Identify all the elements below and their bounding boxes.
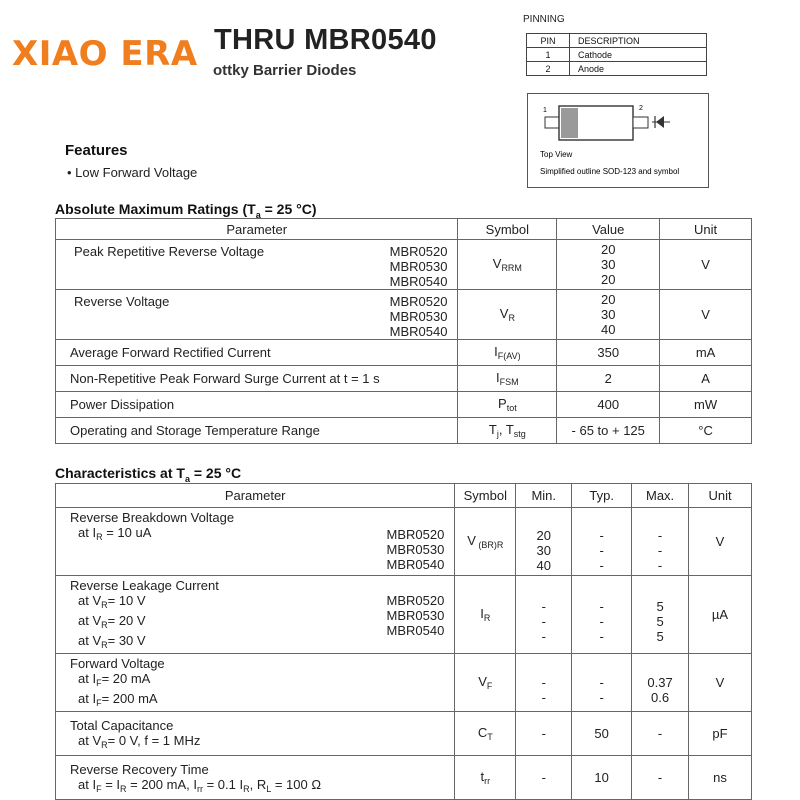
value-cell: 400 — [557, 392, 660, 418]
condition-subscript: R — [243, 783, 250, 794]
unit-cell: V — [689, 508, 752, 576]
max-cell — [632, 576, 689, 654]
model-label: MBR0520 — [389, 294, 448, 309]
abs-max-title-sub: a — [255, 209, 261, 220]
unit-cell: pF — [689, 712, 752, 756]
symbol-subscript: T — [487, 732, 493, 742]
param-cell: Operating and Storage Temperature Range — [56, 418, 458, 444]
condition-part: = 200 mA — [101, 691, 158, 706]
condition-subscript: L — [266, 783, 272, 794]
outline-caption: Simplified outline SOD-123 and symbol — [540, 167, 680, 176]
abs-max-title-text: Absolute Maximum Ratings (T — [55, 201, 256, 217]
unit-cell: V — [660, 240, 752, 290]
table-row — [56, 366, 752, 392]
symbol-cell — [455, 712, 516, 756]
param-name: Reverse Voltage — [74, 294, 170, 309]
abs-max-title — [55, 201, 317, 220]
param-cell — [56, 712, 455, 756]
condition-subscript: F — [96, 678, 102, 688]
max-value: 5 — [656, 599, 664, 614]
typ-cell: 50 — [572, 712, 632, 756]
value-cell — [557, 240, 660, 290]
symbol-cell — [458, 366, 557, 392]
model-label: MBR0530 — [386, 542, 445, 557]
value-cell: - 65 to + 125 — [557, 418, 660, 444]
model-list — [387, 525, 445, 572]
value-text: 20 — [600, 292, 616, 307]
min-cell — [516, 654, 572, 712]
typ-value: - — [599, 674, 604, 690]
model-label: MBR0530 — [386, 608, 445, 623]
unit-cell: V — [689, 654, 752, 712]
symbol-cell — [458, 392, 557, 418]
value-text: 40 — [600, 322, 616, 337]
model-label: MBR0540 — [386, 623, 445, 638]
condition-part: = 10 V — [107, 593, 146, 608]
condition-subscript: R — [101, 620, 108, 630]
package-outline-box — [527, 93, 709, 188]
col-header-parameter: Parameter — [56, 484, 455, 508]
symbol-text: I — [480, 606, 484, 621]
symbol-subscript: tot — [506, 403, 517, 413]
condition-subscript: F — [96, 783, 102, 794]
condition-text — [70, 777, 454, 794]
param-cell: Power Dissipation — [56, 392, 458, 418]
col-header-typ: Typ. — [572, 484, 632, 508]
max-value: 5 — [656, 614, 664, 629]
param-cell — [56, 654, 455, 712]
col-header-max: Max. — [632, 484, 689, 508]
min-value: - — [541, 674, 546, 690]
symbol-text: I — [496, 370, 500, 385]
param-layout — [70, 525, 454, 572]
symbol-cell — [455, 654, 516, 712]
condition-part: , R — [249, 776, 267, 792]
min-value: 40 — [536, 558, 551, 573]
model-label: MBR0540 — [386, 557, 445, 572]
characteristics-table — [55, 483, 752, 800]
col-header-min: Min. — [516, 484, 572, 508]
param-cell: Non-Repetitive Peak Forward Surge Current at t = 1 s — [56, 366, 458, 392]
typ-value: - — [599, 599, 604, 614]
condition-part: = 100 Ω — [271, 776, 322, 792]
col-header-symbol: Symbol — [455, 484, 516, 508]
condition-subscript: R — [101, 600, 108, 610]
table-row — [56, 340, 752, 366]
desc-col-header: DESCRIPTION — [570, 34, 707, 48]
symbol-subscript: F — [486, 681, 493, 691]
brand-logo: XIAO ERA — [12, 34, 198, 74]
typ-value: - — [599, 614, 604, 629]
pinning-table — [526, 33, 707, 76]
max-value: 0.37 — [647, 674, 673, 690]
symbol-text: I — [494, 344, 498, 359]
table-row — [56, 712, 752, 756]
min-value: - — [541, 689, 546, 705]
condition-part: = 20 mA — [101, 671, 151, 686]
typ-value: - — [599, 629, 604, 644]
typ-cell — [572, 654, 632, 712]
model-list — [390, 244, 448, 289]
symbol-text: V — [492, 256, 502, 271]
unit-cell: mA — [660, 340, 752, 366]
sod123-outline-diagram — [528, 94, 708, 187]
condition-text — [78, 613, 146, 633]
abs-max-title-tail: = 25 °C) — [260, 201, 317, 217]
abs-max-table — [55, 218, 752, 444]
max-value: 5 — [656, 629, 664, 644]
symbol-text: , T — [498, 422, 514, 437]
value-text: 20 — [600, 242, 616, 257]
param-name: Peak Repetitive Reverse Voltage — [74, 244, 265, 259]
symbol-text: t — [480, 769, 485, 784]
features-heading: Features — [65, 142, 128, 159]
min-value: - — [541, 599, 546, 614]
param-name: Reverse Breakdown Voltage — [70, 510, 235, 525]
table-row — [56, 418, 752, 444]
unit-cell: µA — [689, 576, 752, 654]
min-cell: - — [516, 712, 572, 756]
condition-part: = I — [101, 776, 121, 792]
condition-text — [78, 633, 146, 653]
model-list — [387, 593, 445, 653]
min-cell — [516, 508, 572, 576]
symbol-text: V — [499, 306, 509, 321]
condition-part: at V — [78, 613, 102, 628]
param-layout — [70, 593, 454, 653]
table-row — [56, 290, 752, 340]
col-header-symbol: Symbol — [458, 219, 557, 240]
col-header-parameter: Parameter — [56, 219, 458, 240]
col-header-unit: Unit — [689, 484, 752, 508]
pin-number: 1 — [527, 48, 570, 62]
symbol-subscript: RRM — [501, 263, 522, 273]
pinning-heading: PINNING — [523, 14, 565, 25]
unit-cell: °C — [660, 418, 752, 444]
model-label: MBR0520 — [386, 593, 445, 608]
characteristics-title-sub: a — [184, 473, 190, 484]
typ-value: - — [599, 558, 604, 573]
unit-cell: ns — [689, 756, 752, 800]
condition-part: at V — [78, 593, 102, 608]
page-title: THRU MBR0540 — [214, 24, 437, 56]
pin-description: Cathode — [570, 48, 707, 62]
value-cell: 350 — [557, 340, 660, 366]
value-cell — [557, 290, 660, 340]
unit-cell: V — [660, 290, 752, 340]
top-view-label: Top View — [540, 150, 573, 159]
model-label: MBR0520 — [386, 527, 445, 542]
param-cell — [56, 576, 455, 654]
max-cell — [632, 654, 689, 712]
symbol-text: T — [488, 422, 497, 437]
table-row — [527, 34, 707, 48]
symbol-subscript: (BR)R — [475, 540, 504, 550]
table-row — [527, 48, 707, 62]
condition-part: = 10 uA — [102, 525, 152, 540]
pin-col-header: PIN — [527, 34, 570, 48]
typ-cell — [572, 576, 632, 654]
symbol-text: V — [478, 674, 487, 689]
model-label: MBR0540 — [389, 274, 448, 289]
value-text: 30 — [600, 307, 616, 322]
symbol-text: C — [477, 725, 488, 740]
col-header-value: Value — [557, 219, 660, 240]
model-list — [390, 294, 448, 339]
condition-part: = 0 V, f = 1 MHz — [107, 732, 201, 748]
table-row — [56, 756, 752, 800]
param-cell: Average Forward Rectified Current — [56, 340, 458, 366]
typ-value: - — [599, 689, 604, 705]
symbol-subscript: rr — [484, 776, 491, 786]
param-name: Total Capacitance — [70, 717, 174, 733]
table-row — [527, 62, 707, 76]
model-label: MBR0540 — [389, 324, 448, 339]
symbol-subscript: j — [496, 429, 499, 439]
condition-part: = 0.1 I — [202, 776, 244, 792]
symbol-cell — [455, 756, 516, 800]
min-cell — [516, 576, 572, 654]
condition-part: at I — [78, 671, 97, 686]
symbol-text: P — [498, 396, 507, 411]
param-cell — [56, 290, 458, 340]
table-row — [56, 240, 752, 290]
pin-number: 2 — [527, 62, 570, 76]
typ-cell — [572, 508, 632, 576]
symbol-subscript: F(AV) — [497, 351, 521, 361]
param-layout — [70, 244, 457, 289]
min-value: 20 — [536, 528, 551, 543]
symbol-cell — [455, 508, 516, 576]
max-cell: - — [632, 756, 689, 800]
characteristics-title-text: Characteristics at T — [55, 465, 185, 481]
param-cell — [56, 756, 455, 800]
model-label: MBR0520 — [389, 244, 448, 259]
condition-part: = 20 V — [107, 613, 146, 628]
condition-part: at I — [78, 776, 97, 792]
value-text: 30 — [600, 257, 616, 272]
condition-part: at V — [78, 633, 102, 648]
param-name: Reverse Leakage Current — [70, 578, 219, 593]
model-label: MBR0530 — [389, 309, 448, 324]
min-value: - — [541, 629, 546, 644]
min-cell: - — [516, 756, 572, 800]
pin-description: Anode — [570, 62, 707, 76]
model-label: MBR0530 — [389, 259, 448, 274]
symbol-cell — [455, 576, 516, 654]
condition-text — [78, 593, 146, 613]
pin1-lead — [545, 117, 560, 128]
symbol-subscript: stg — [513, 429, 526, 439]
min-value: - — [541, 614, 546, 629]
param-cell — [56, 508, 455, 576]
characteristics-title-tail: = 25 °C — [189, 465, 242, 481]
condition-text — [78, 671, 454, 691]
condition-part: at I — [78, 525, 97, 540]
condition-list — [70, 593, 146, 653]
max-value: - — [657, 558, 663, 573]
max-cell — [632, 508, 689, 576]
unit-cell: A — [660, 366, 752, 392]
table-row — [56, 392, 752, 418]
symbol-cell — [458, 418, 557, 444]
table-row — [56, 576, 752, 654]
table-header-row — [56, 484, 752, 508]
condition-text — [70, 525, 151, 572]
typ-value: - — [599, 543, 604, 558]
typ-cell: 10 — [572, 756, 632, 800]
feature-item: • Low Forward Voltage — [67, 165, 198, 180]
pin2-lead — [633, 117, 648, 128]
characteristics-title — [55, 465, 241, 484]
param-cell — [56, 240, 458, 290]
typ-value: - — [599, 528, 604, 543]
table-row — [56, 654, 752, 712]
condition-part: at V — [78, 732, 102, 748]
symbol-subscript: R — [508, 313, 515, 323]
diode-symbol-icon — [656, 116, 664, 128]
symbol-text: V — [467, 533, 476, 548]
condition-subscript: rr — [196, 783, 203, 794]
param-name: Forward Voltage — [70, 656, 165, 671]
table-row — [56, 508, 752, 576]
max-value: 0.6 — [651, 689, 670, 705]
max-value: - — [657, 528, 663, 543]
condition-subscript: F — [96, 698, 102, 708]
condition-subscript: R — [101, 640, 108, 650]
condition-part: = 200 mA, I — [126, 776, 197, 792]
param-layout — [70, 294, 457, 339]
symbol-subscript: FSM — [499, 377, 519, 387]
value-text: 20 — [600, 272, 616, 287]
condition-subscript: R — [101, 739, 108, 750]
symbol-cell — [458, 290, 557, 340]
pin2-label: 2 — [639, 105, 643, 112]
col-header-unit: Unit — [660, 219, 752, 240]
unit-cell: mW — [660, 392, 752, 418]
condition-text — [78, 691, 454, 711]
symbol-cell — [458, 240, 557, 290]
cathode-band — [561, 108, 578, 138]
max-value: - — [657, 543, 663, 558]
value-cell: 2 — [557, 366, 660, 392]
condition-subscript: R — [120, 783, 127, 794]
page-subtitle: ottky Barrier Diodes — [213, 62, 357, 79]
table-header-row — [56, 219, 752, 240]
symbol-cell — [458, 340, 557, 366]
condition-list — [70, 671, 454, 711]
max-cell: - — [632, 712, 689, 756]
symbol-subscript: R — [483, 613, 491, 623]
condition-part: at I — [78, 691, 97, 706]
min-value: 30 — [536, 543, 551, 558]
pin1-label: 1 — [543, 107, 547, 114]
param-name: Reverse Recovery Time — [70, 761, 209, 777]
condition-text — [70, 733, 454, 750]
condition-part: = 30 V — [107, 633, 146, 648]
condition-subscript: R — [96, 532, 103, 542]
